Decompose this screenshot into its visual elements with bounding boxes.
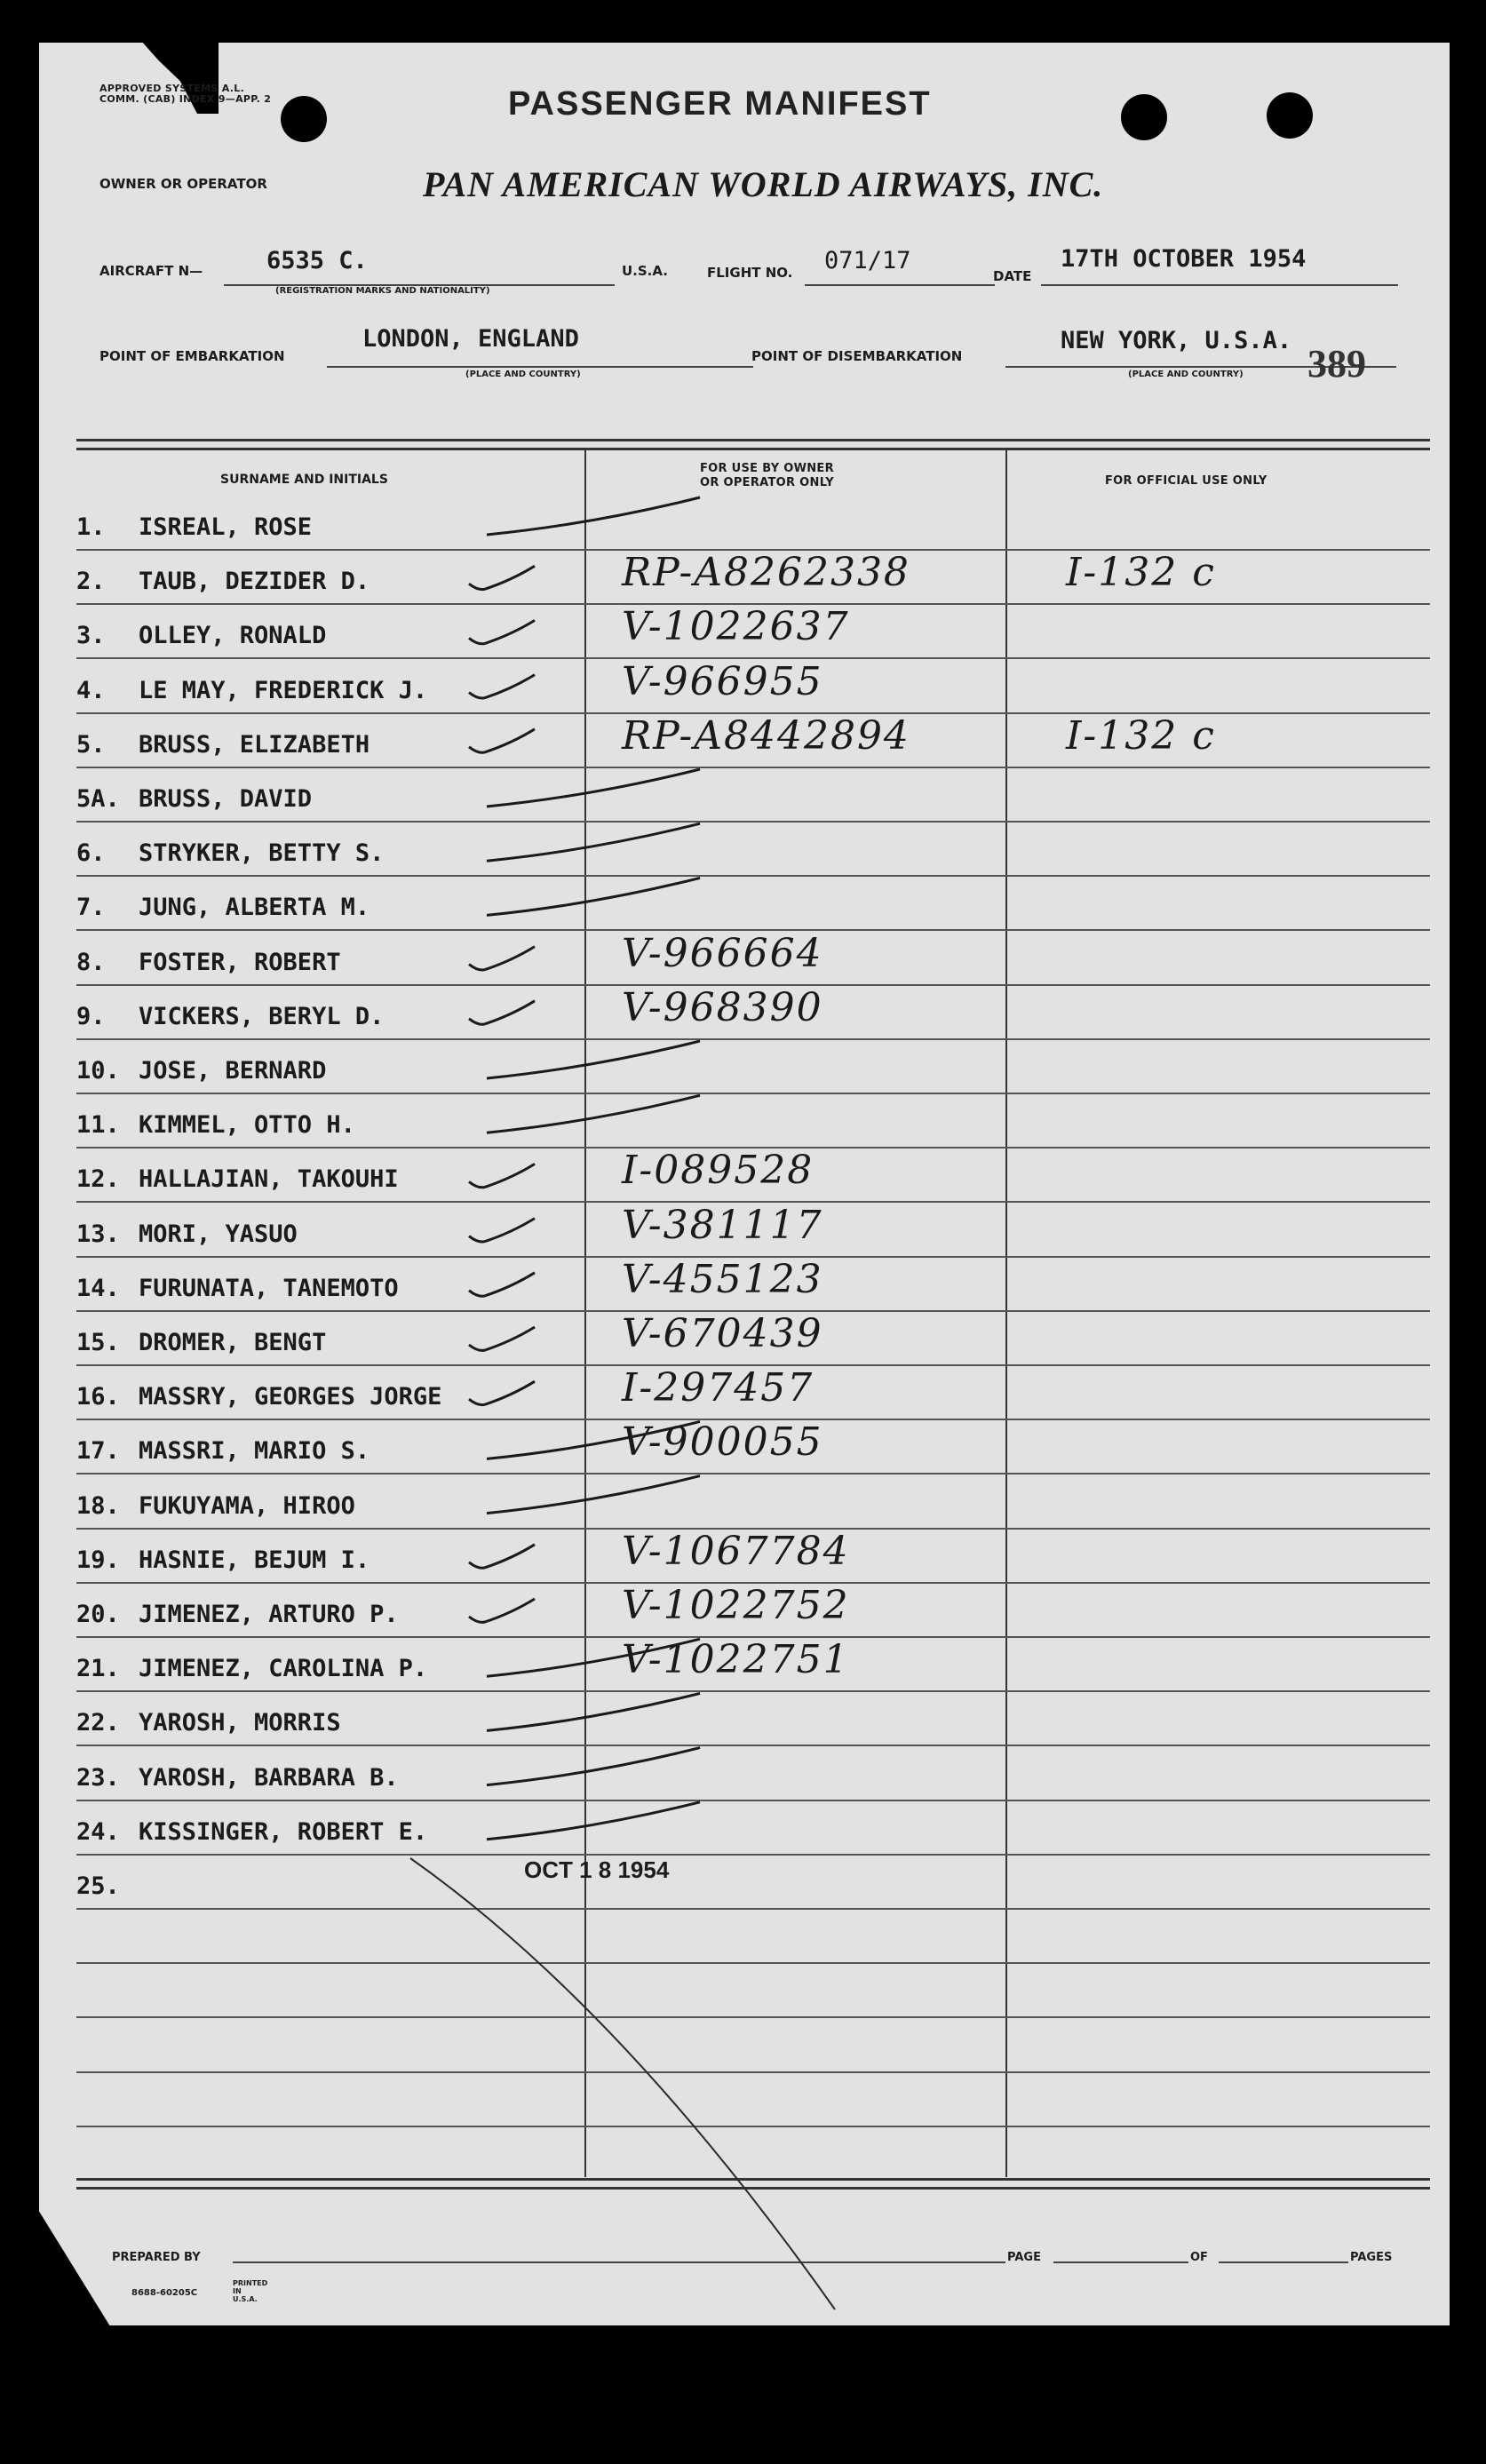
document-number: RP-A8442894 xyxy=(622,712,910,759)
document-number: I-089528 xyxy=(622,1148,815,1194)
owner-label: OWNER OR OPERATOR xyxy=(99,176,267,192)
owner-value: PAN AMERICAN WORLD AIRWAYS, INC. xyxy=(423,164,1104,204)
usa-label: U.S.A. xyxy=(622,263,668,279)
passenger-name: BRUSS, ELIZABETH xyxy=(139,730,370,759)
passenger-number: 9. xyxy=(76,1002,106,1030)
column-header-owner-use-2: OR OPERATOR ONLY xyxy=(700,476,834,489)
passenger-name: LE MAY, FREDERICK J. xyxy=(139,676,428,704)
of-label: OF xyxy=(1190,2251,1208,2264)
check-mark xyxy=(469,1327,535,1350)
document-number: V-455123 xyxy=(622,1256,823,1302)
pages-label: PAGES xyxy=(1350,2251,1393,2264)
column-header-owner-use: FOR USE BY OWNER xyxy=(700,462,834,475)
received-date-stamp: OCT 1 8 1954 xyxy=(524,1856,670,1883)
passenger-number: 2. xyxy=(76,568,106,596)
page-marking: 389 xyxy=(1307,342,1366,385)
strike-line xyxy=(487,769,700,807)
form-number: 8688-60205C xyxy=(131,2288,198,2298)
passenger-number: 20. xyxy=(76,1601,120,1628)
passenger-number: 14. xyxy=(76,1274,120,1302)
check-mark xyxy=(469,620,535,643)
passenger-number: 4. xyxy=(76,676,106,704)
official-code: I-132 c xyxy=(1066,550,1216,596)
disembarkation-value: NEW YORK, U.S.A. xyxy=(1061,327,1292,354)
strike-line xyxy=(487,1693,700,1730)
document-number: V-900055 xyxy=(622,1419,823,1466)
passenger-name: KIMMEL, OTTO H. xyxy=(139,1111,355,1140)
passenger-name: TAUB, DEZIDER D. xyxy=(139,568,370,596)
passenger-number: 1. xyxy=(76,513,106,541)
date-label: DATE xyxy=(993,268,1032,284)
passenger-name: MASSRY, GEORGES JORGE xyxy=(139,1383,442,1411)
passenger-number: 15. xyxy=(76,1329,120,1356)
passenger-name: YAROSH, BARBARA B. xyxy=(139,1763,399,1792)
flight-value: 071/17 xyxy=(824,247,911,274)
strike-line xyxy=(487,497,700,535)
passenger-number: 6. xyxy=(76,839,106,868)
passenger-name: YAROSH, MORRIS xyxy=(139,1709,341,1737)
strike-line xyxy=(487,1476,700,1514)
disembarkation-label: POINT OF DISEMBARKATION xyxy=(751,348,963,364)
passenger-number: 21. xyxy=(76,1655,120,1683)
date-value: 17TH OCTOBER 1954 xyxy=(1061,245,1307,273)
passenger-number: 18. xyxy=(76,1491,120,1520)
registration-caption: (REGISTRATION MARKS AND NATIONALITY) xyxy=(275,286,490,296)
strike-line xyxy=(487,823,700,861)
check-mark xyxy=(469,1273,535,1296)
passenger-name: BRUSS, DAVID xyxy=(139,785,313,813)
document-number: V-1022752 xyxy=(622,1583,850,1628)
document-number: V-968390 xyxy=(622,984,823,1030)
strike-line xyxy=(487,1421,700,1459)
check-mark xyxy=(469,675,535,698)
document-number: RP-A8262338 xyxy=(622,550,910,596)
passenger-number: 3. xyxy=(76,622,106,650)
flight-label: FLIGHT NO. xyxy=(707,265,793,281)
passenger-name: FURUNATA, TANEMOTO xyxy=(139,1274,399,1302)
passenger-name: ISREAL, ROSE xyxy=(139,513,313,541)
embarkation-label: POINT OF EMBARKATION xyxy=(99,348,285,364)
aircraft-value: 6535 C. xyxy=(266,247,368,274)
check-mark xyxy=(469,1219,535,1242)
printed-in-label: PRINTED IN U.S.A. xyxy=(233,2279,268,2303)
aircraft-label: AIRCRAFT N— xyxy=(99,263,203,279)
passenger-name: FUKUYAMA, HIROO xyxy=(139,1491,355,1520)
passenger-name: JOSE, BERNARD xyxy=(139,1057,327,1085)
embarkation-caption: (PLACE AND COUNTRY) xyxy=(465,370,581,379)
official-code: I-132 c xyxy=(1066,712,1216,759)
check-mark xyxy=(469,1164,535,1187)
passenger-number: 11. xyxy=(76,1111,120,1140)
passenger-name: KISSINGER, ROBERT E. xyxy=(139,1817,428,1846)
passenger-name: HALLAJIAN, TAKOUHI xyxy=(139,1165,399,1194)
approval-stamp: APPROVED SYSTEMS A.L. COMM. (CAB) INDEX 9—APP. 2 xyxy=(99,83,272,105)
column-header-surname: SURNAME AND INITIALS xyxy=(220,473,388,487)
passenger-number: 8. xyxy=(76,948,106,976)
document-number: V-1022751 xyxy=(622,1637,850,1683)
passenger-number: 10. xyxy=(76,1057,120,1085)
passenger-name: JUNG, ALBERTA M. xyxy=(139,894,370,922)
passenger-number: 12. xyxy=(76,1165,120,1194)
passenger-number: 13. xyxy=(76,1220,120,1248)
passenger-number: 5. xyxy=(76,730,106,759)
strike-line xyxy=(487,878,700,915)
diagonal-pencil-line xyxy=(410,1858,835,2309)
passenger-number: 5A. xyxy=(76,785,120,813)
passenger-name: STRYKER, BETTY S. xyxy=(139,839,385,868)
document-number: V-966664 xyxy=(622,930,823,976)
check-mark xyxy=(469,729,535,752)
check-mark xyxy=(469,947,535,970)
passenger-number: 7. xyxy=(76,894,106,922)
passenger-number: 24. xyxy=(76,1817,120,1846)
document-number: V-966955 xyxy=(622,658,823,704)
document-number: V-381117 xyxy=(622,1202,823,1248)
strike-line xyxy=(487,1802,700,1840)
strike-line xyxy=(487,1639,700,1676)
passenger-number: 17. xyxy=(76,1437,120,1466)
passenger-name: OLLEY, RONALD xyxy=(139,622,327,650)
passenger-name: FOSTER, ROBERT xyxy=(139,948,341,976)
check-mark xyxy=(469,1545,535,1568)
page-label: PAGE xyxy=(1007,2251,1041,2264)
prepared-by-label: PREPARED BY xyxy=(112,2251,201,2264)
passenger-name: JIMENEZ, ARTURO P. xyxy=(139,1601,399,1628)
check-mark xyxy=(469,1381,535,1404)
embarkation-value: LONDON, ENGLAND xyxy=(362,325,579,353)
passenger-number: 25. xyxy=(76,1872,120,1900)
check-mark xyxy=(469,1599,535,1622)
disembarkation-caption: (PLACE AND COUNTRY) xyxy=(1128,370,1244,379)
passenger-name: HASNIE, BEJUM I. xyxy=(139,1546,370,1574)
passenger-name: VICKERS, BERYL D. xyxy=(139,1002,385,1030)
column-header-official: FOR OFFICIAL USE ONLY xyxy=(1105,474,1267,488)
page-title: PASSENGER MANIFEST xyxy=(508,85,932,123)
passenger-number: 19. xyxy=(76,1546,120,1574)
passenger-name: MORI, YASUO xyxy=(139,1220,298,1248)
document-number: I-297457 xyxy=(622,1365,815,1411)
passenger-number: 16. xyxy=(76,1383,120,1411)
passenger-number: 22. xyxy=(76,1709,120,1737)
strike-line xyxy=(487,1095,700,1133)
document-number: V-670439 xyxy=(622,1311,823,1356)
passenger-name: MASSRI, MARIO S. xyxy=(139,1437,370,1466)
passenger-name: DROMER, BENGT xyxy=(139,1329,327,1356)
check-mark xyxy=(469,1001,535,1024)
document-number: V-1067784 xyxy=(622,1528,850,1574)
strike-line xyxy=(487,1041,700,1078)
strike-line xyxy=(487,1748,700,1785)
check-mark xyxy=(469,566,535,589)
passenger-name: JIMENEZ, CAROLINA P. xyxy=(139,1655,428,1683)
passenger-number: 23. xyxy=(76,1763,120,1792)
document-number: V-1022637 xyxy=(622,604,850,650)
